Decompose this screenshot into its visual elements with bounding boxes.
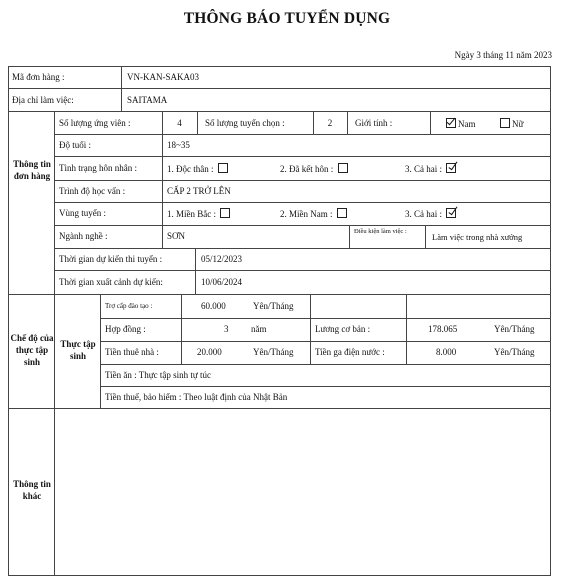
selected-label: Số lượng tuyển chọn : xyxy=(205,118,285,128)
contract-label: Hợp đồng : xyxy=(105,324,146,334)
row-divider xyxy=(54,248,551,249)
training-allowance-unit: Yên/Tháng xyxy=(253,301,294,311)
utility-unit: Yên/Tháng xyxy=(494,347,535,357)
departure-label: Thời gian xuất cảnh dự kiến: xyxy=(59,277,163,287)
salary-label: Lương cơ bản : xyxy=(315,324,371,334)
section-other-info: Thông tin khác xyxy=(13,479,51,501)
section-benefits: Chế độ của thực tập sinh xyxy=(10,333,54,367)
training-allowance-label: Trợ cấp đào tạo : xyxy=(105,302,153,310)
interview-label: Thời gian dự kiến thi tuyển : xyxy=(59,254,163,264)
row-divider xyxy=(8,294,551,295)
training-allowance-value: 60.000 xyxy=(201,301,226,311)
col-divider xyxy=(430,111,431,134)
row-divider xyxy=(100,341,551,342)
marital-married xyxy=(280,163,350,175)
region-north-checkbox[interactable] xyxy=(220,208,230,218)
marital-single-checkbox[interactable] xyxy=(218,163,228,173)
row-divider xyxy=(54,180,551,181)
rent-value: 20.000 xyxy=(197,347,222,357)
row-divider xyxy=(100,318,551,319)
marital-label: Tình trạng hôn nhân : xyxy=(59,163,137,173)
col-divider xyxy=(347,111,348,134)
applicants-label: Số lượng ứng viên : xyxy=(59,118,131,128)
selected-value: 2 xyxy=(327,118,333,128)
gender-label: Giới tính : xyxy=(355,118,393,128)
rent-unit: Yên/Tháng xyxy=(253,347,294,357)
row-divider xyxy=(8,88,551,89)
region-south-text: 2. Miền Nam : xyxy=(280,209,333,219)
address-value: SAITAMA xyxy=(127,95,168,105)
row-divider xyxy=(54,270,551,271)
row-divider xyxy=(54,202,551,203)
salary-unit: Yên/Tháng xyxy=(494,324,535,334)
departure-value: 10/06/2024 xyxy=(201,277,243,287)
row-divider xyxy=(54,156,551,157)
region-both xyxy=(405,208,458,220)
age-label: Độ tuổi : xyxy=(59,140,92,150)
order-code-label: Mã đơn hàng : xyxy=(12,72,65,82)
gender-male-checkbox[interactable] xyxy=(446,118,456,128)
interview-value: 05/12/2023 xyxy=(201,254,243,264)
col-divider xyxy=(310,294,311,364)
marital-married-checkbox[interactable] xyxy=(338,163,348,173)
region-north xyxy=(167,208,232,220)
region-both-checkbox[interactable] xyxy=(446,208,456,218)
marital-single-text: 1. Độc thân : xyxy=(167,164,214,174)
border-right xyxy=(550,66,551,576)
gender-options xyxy=(444,118,523,130)
contract-unit: năm xyxy=(251,324,267,334)
condition-value: Làm việc trong nhà xưởng xyxy=(432,232,523,242)
age-value: 18~35 xyxy=(167,140,190,150)
border-bottom xyxy=(8,575,551,576)
border-top xyxy=(8,66,551,67)
gender-male-text: Nam xyxy=(458,119,476,129)
col-divider xyxy=(349,225,350,248)
marital-single xyxy=(167,163,230,175)
contract-value: 3 xyxy=(224,324,229,334)
region-north-text: 1. Miền Bắc : xyxy=(167,209,216,219)
col-divider xyxy=(197,111,198,134)
other-info-area xyxy=(55,409,550,575)
utility-label: Tiền ga điện nước : xyxy=(315,347,385,357)
col-divider xyxy=(162,225,163,248)
order-code-value: VN-KAN-SAKA03 xyxy=(127,72,199,82)
job-value: SƠN xyxy=(167,231,186,241)
region-south xyxy=(280,208,349,220)
marital-married-text: 2. Đã kết hôn : xyxy=(280,164,334,174)
section-trainee: Thực tập sinh xyxy=(60,339,96,361)
document-date: Ngày 3 tháng 11 năm 2023 xyxy=(454,50,552,60)
tax-insurance-info: Tiền thuế, bảo hiểm : Theo luật định của Nhật Bản xyxy=(105,392,288,402)
applicants-value: 4 xyxy=(177,118,182,128)
marital-both xyxy=(405,163,458,175)
row-divider xyxy=(54,225,551,226)
row-divider xyxy=(100,386,551,387)
region-both-text: 3. Cả hai : xyxy=(405,209,442,219)
meal-info: Tiền ăn : Thực tập sinh tự túc xyxy=(105,370,212,380)
gender-female-text: Nữ xyxy=(512,119,524,129)
region-label: Vùng tuyển : xyxy=(59,208,106,218)
utility-value: 8.000 xyxy=(436,347,457,357)
col-divider xyxy=(121,66,122,111)
col-divider xyxy=(100,294,101,408)
condition-label: Điều kiện làm việc : xyxy=(354,228,407,235)
rent-label: Tiền thuê nhà : xyxy=(105,347,159,357)
col-divider xyxy=(181,294,182,364)
border-left xyxy=(8,66,9,576)
job-label: Ngành nghề : xyxy=(59,231,108,241)
marital-both-checkbox[interactable] xyxy=(446,163,456,173)
section-order-info: Thông tin đơn hàng xyxy=(13,159,51,181)
education-value: CẤP 2 TRỞ LÊN xyxy=(167,186,231,196)
row-divider xyxy=(100,364,551,365)
col-divider xyxy=(425,225,426,248)
education-label: Trình độ học vấn : xyxy=(59,186,126,196)
marital-both-text: 3. Cả hai : xyxy=(405,164,442,174)
gender-female-checkbox[interactable] xyxy=(500,118,510,128)
region-south-checkbox[interactable] xyxy=(337,208,347,218)
col-divider xyxy=(406,294,407,364)
col-divider xyxy=(195,248,196,294)
page-title: THÔNG BÁO TUYỂN DỤNG xyxy=(183,10,391,27)
row-divider xyxy=(8,111,551,112)
salary-value: 178.065 xyxy=(428,324,458,334)
address-label: Địa chỉ làm việc: xyxy=(12,95,74,105)
row-divider xyxy=(54,134,551,135)
